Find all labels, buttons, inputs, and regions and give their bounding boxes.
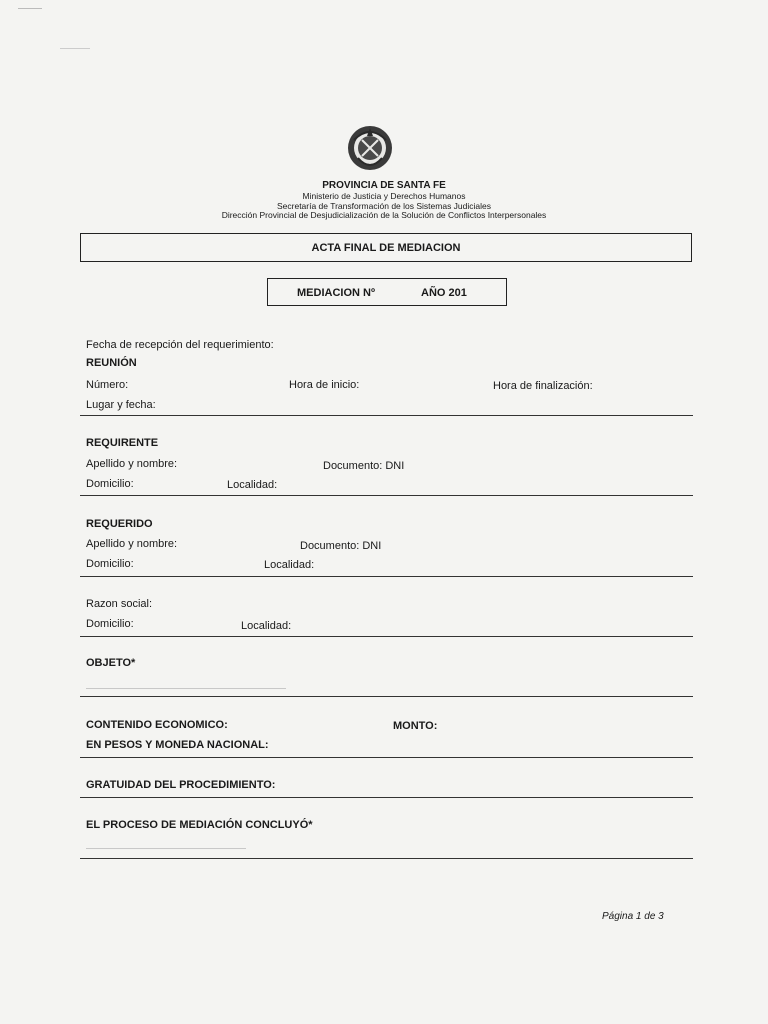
requerido-address-label: Domicilio:	[86, 558, 134, 570]
start-time-label: Hora de inicio:	[289, 379, 360, 391]
place-date-label: Lugar y fecha:	[86, 399, 156, 411]
scan-mark	[60, 48, 90, 49]
requerido-locality2-label: Localidad:	[241, 620, 292, 632]
requirente-address-label: Domicilio:	[86, 478, 134, 490]
conclusion-label: EL PROCESO DE MEDIACIÓN CONCLUYÓ*	[86, 819, 313, 831]
end-time-label: Hora de finalización:	[493, 380, 593, 392]
secretariat-name: Secretaría de Transformación de los Sistemas Judiciales	[276, 201, 491, 211]
requirente-heading: REQUIRENTE	[86, 437, 159, 449]
divider	[80, 858, 693, 859]
document-title: ACTA FINAL DE MEDIACION	[80, 233, 692, 262]
requerido-heading: REQUERIDO	[86, 518, 153, 530]
requirente-name-label: Apellido y nombre:	[86, 458, 178, 470]
divider	[80, 757, 693, 758]
redaction-mark	[86, 688, 286, 689]
requirente-locality-label: Localidad:	[227, 479, 278, 491]
objeto-heading: OBJETO*	[86, 657, 136, 669]
coat-of-arms-icon	[344, 122, 396, 174]
reception-date-label: Fecha de recepción del requerimiento:	[86, 339, 274, 351]
ministry-name: Ministerio de Justicia y Derechos Humanos	[302, 191, 466, 201]
direction-name: Dirección Provincial de Desjudicialización de la Solución de Conflictos Interpersonales	[221, 210, 547, 220]
divider	[80, 636, 693, 637]
gratuity-label: GRATUIDAD DEL PROCEDIMIENTO:	[86, 779, 276, 791]
province-name: PROVINCIA DE SANTA FE	[322, 180, 446, 191]
requerido-document-label: Documento: DNI	[300, 540, 382, 552]
requerido-name-label: Apellido y nombre:	[86, 538, 178, 550]
page-number: Página 1 de 3	[602, 911, 664, 922]
mediation-number-box	[267, 278, 507, 306]
scan-mark	[18, 8, 42, 9]
amount-label: MONTO:	[393, 720, 438, 732]
mediation-number-label: MEDIACION Nº	[297, 287, 375, 299]
currency-label: EN PESOS Y MONEDA NACIONAL:	[86, 739, 269, 751]
divider	[80, 415, 693, 416]
reunion-number-label: Número:	[86, 379, 129, 391]
redaction-mark	[86, 848, 246, 849]
economic-content-label: CONTENIDO ECONOMICO:	[86, 719, 228, 731]
business-name-label: Razon social:	[86, 598, 153, 610]
divider	[80, 495, 693, 496]
divider	[80, 696, 693, 697]
requerido-locality-label: Localidad:	[264, 559, 315, 571]
divider	[80, 797, 693, 798]
requirente-document-label: Documento: DNI	[323, 460, 405, 472]
reunion-heading: REUNIÓN	[86, 357, 137, 369]
divider	[80, 576, 693, 577]
mediation-year-label: AÑO 201	[421, 287, 467, 299]
requerido-address2-label: Domicilio:	[86, 618, 134, 630]
